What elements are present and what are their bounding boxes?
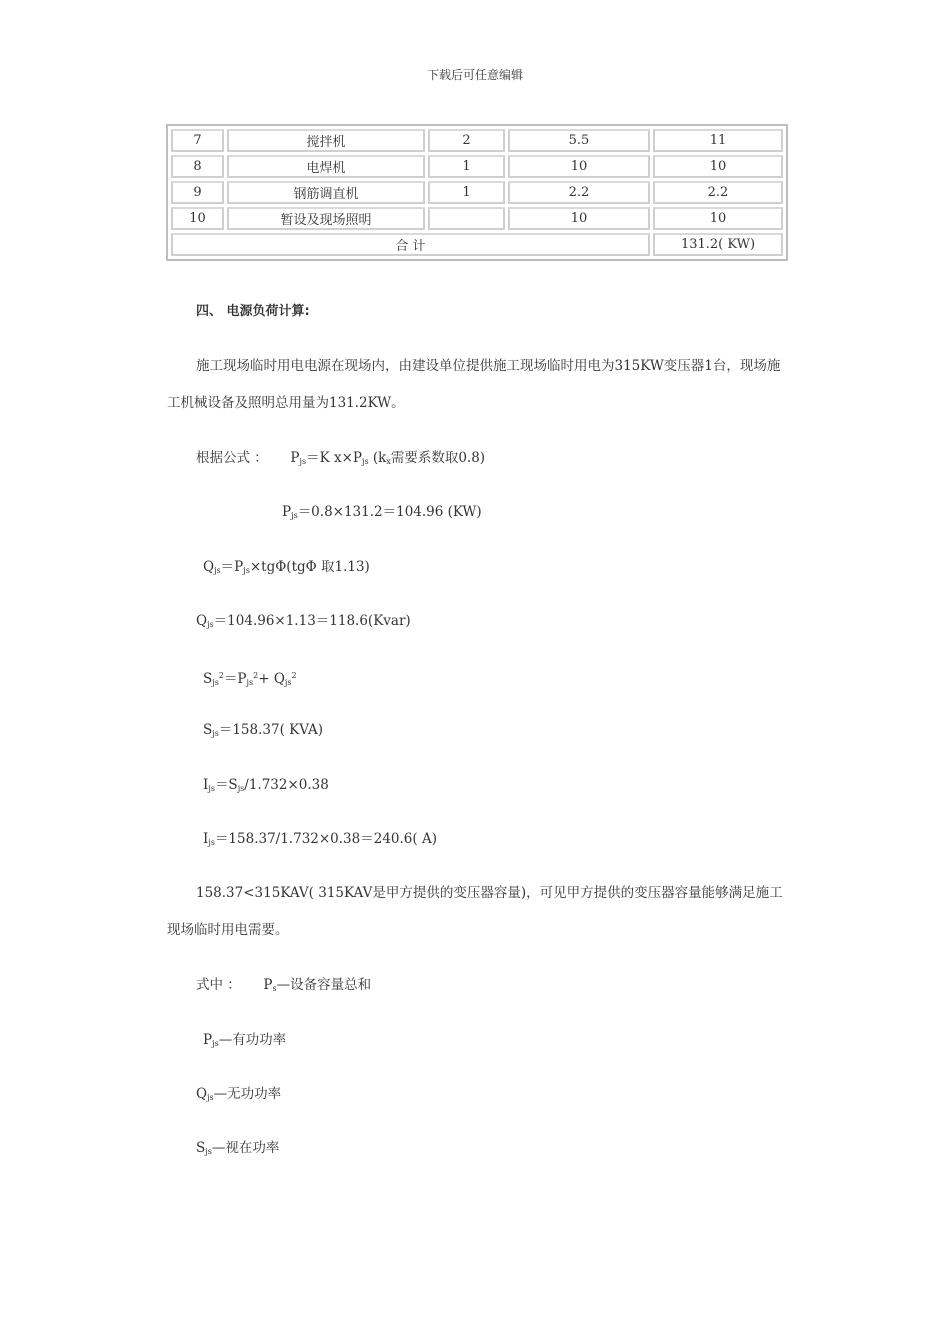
table-row: [171, 155, 783, 178]
cell-index: 8: [171, 155, 224, 178]
cell-total-power: 10: [653, 207, 783, 230]
cell-equipment: 暂设及现场照明: [227, 207, 425, 230]
formula-text: I: [203, 831, 209, 847]
formula-text: ＝K x×P: [306, 450, 362, 466]
legend-line-sjs: [196, 1138, 279, 1162]
legend-subscript: js: [205, 1147, 212, 1156]
formula-text: Q: [203, 559, 215, 575]
formula-text: ＝104.96×1.13＝118.6(Kvar): [213, 613, 411, 629]
total-label: 合 计: [171, 233, 650, 256]
legend-line-pjs: [203, 1030, 286, 1054]
formula-text: ＝P: [220, 559, 244, 575]
formula-subscript: js: [291, 511, 298, 520]
table-row: [171, 181, 783, 204]
cell-total-power: 10: [653, 155, 783, 178]
formula-subscript: js: [208, 838, 215, 847]
total-value: 131.2( KW): [653, 233, 783, 256]
formula-line-4: [196, 611, 411, 635]
cell-unit-power: 5.5: [508, 129, 650, 152]
legend-text: Q: [196, 1086, 208, 1102]
legend-subscript: js: [207, 1093, 214, 1102]
formula-superscript: 2: [291, 671, 297, 680]
formula-subscript: js: [243, 566, 250, 575]
cell-quantity: 2: [428, 129, 505, 152]
table-total-row: [171, 233, 783, 256]
intro-paragraph: 施工现场临时用电电源在现场内，由建设单位提供施工现场临时用电为315KW变压器1台，现场施工机械设备及照明总用量为131.2KW。: [167, 358, 781, 411]
page-header: 下载后可任意编辑: [426, 68, 523, 82]
legend-text: P: [263, 977, 273, 993]
cell-unit-power: 2.2: [508, 181, 650, 204]
formula-subscript: js: [299, 457, 307, 466]
cell-equipment: 电焊机: [227, 155, 425, 178]
formula-text: 需要系数取0.8): [390, 450, 486, 466]
formula-subscript: js: [246, 678, 254, 687]
formula-line-7: [203, 775, 329, 799]
formula-subscript: js: [237, 784, 245, 793]
formula-text: (k: [368, 450, 387, 466]
legend-line-qjs: [196, 1084, 281, 1108]
cell-total-power: 11: [653, 129, 783, 152]
cell-quantity: 1: [428, 181, 505, 204]
table-row: [171, 129, 783, 152]
formula-subscript: js: [212, 729, 219, 738]
cell-index: 10: [171, 207, 224, 230]
formula-text: P: [290, 450, 300, 466]
formula-superscript: 2: [253, 671, 259, 680]
cell-equipment: 搅拌机: [227, 129, 425, 152]
cell-quantity: [428, 207, 505, 230]
formula-line-2: [282, 502, 482, 526]
legend-text: P: [203, 1032, 213, 1048]
cell-index: 7: [171, 129, 224, 152]
legend-subscript: js: [212, 1039, 219, 1048]
formula-text: ＝0.8×131.2＝104.96 (KW): [297, 504, 482, 520]
formula-text: + Q: [258, 671, 285, 687]
cell-unit-power: 10: [508, 155, 650, 178]
legend-text: —设备容量总和: [276, 977, 372, 993]
legend-text: —无功功率: [213, 1086, 282, 1102]
formula-subscript: js: [208, 784, 215, 793]
formula-text: /1.732×0.38: [244, 777, 329, 793]
formula-text: S: [203, 722, 213, 738]
formula-subscript: x: [386, 457, 391, 466]
cell-equipment: 钢筋调直机: [227, 181, 425, 204]
formula-text: ＝158.37/1.732×0.38＝240.6( A): [214, 831, 437, 847]
formula-text: ＝S: [214, 777, 238, 793]
legend-subscript: s: [272, 984, 277, 993]
formula-line-8: [203, 829, 437, 853]
legend-text: —视在功率: [211, 1140, 280, 1156]
formula-text: P: [282, 504, 292, 520]
formula-text: Q: [196, 613, 208, 629]
cell-index: 9: [171, 181, 224, 204]
formula-line-5: [203, 666, 297, 693]
formula-subscript: js: [214, 566, 221, 575]
formula-line-3: [203, 557, 370, 581]
cell-quantity: 1: [428, 155, 505, 178]
formula-text: ＝158.37( KVA): [218, 722, 324, 738]
formula-subscript: js: [284, 678, 292, 687]
conclusion-paragraph: 158.37<315KAV( 315KAV是甲方提供的变压器容量)，可见甲方提供的变压器容量能够满足施工现场临时用电需要。: [167, 885, 783, 938]
formula-line-6: [203, 720, 323, 744]
legend-line-ps: [196, 975, 371, 999]
formula-subscript: js: [207, 620, 214, 629]
equipment-table: [166, 124, 788, 261]
table-row: [171, 207, 783, 230]
formula-line-1: [196, 448, 485, 472]
formula-text: I: [203, 777, 209, 793]
formula-label: 根据公式 ：: [196, 450, 268, 466]
formula-text: ＝P: [223, 671, 247, 687]
formula-subscript: js: [212, 678, 219, 687]
formula-text: ×tgΦ(tgΦ 取1.13): [249, 559, 370, 575]
legend-text: S: [196, 1140, 206, 1156]
section-title: 四、 电源负荷计算:: [196, 304, 310, 319]
cell-unit-power: 10: [508, 207, 650, 230]
formula-text: S: [203, 671, 213, 687]
formula-superscript: 2: [218, 671, 224, 680]
cell-total-power: 2.2: [653, 181, 783, 204]
legend-label: 式中 ：: [196, 977, 241, 993]
legend-text: —有功功率: [218, 1032, 287, 1048]
formula-subscript: js: [361, 457, 369, 466]
